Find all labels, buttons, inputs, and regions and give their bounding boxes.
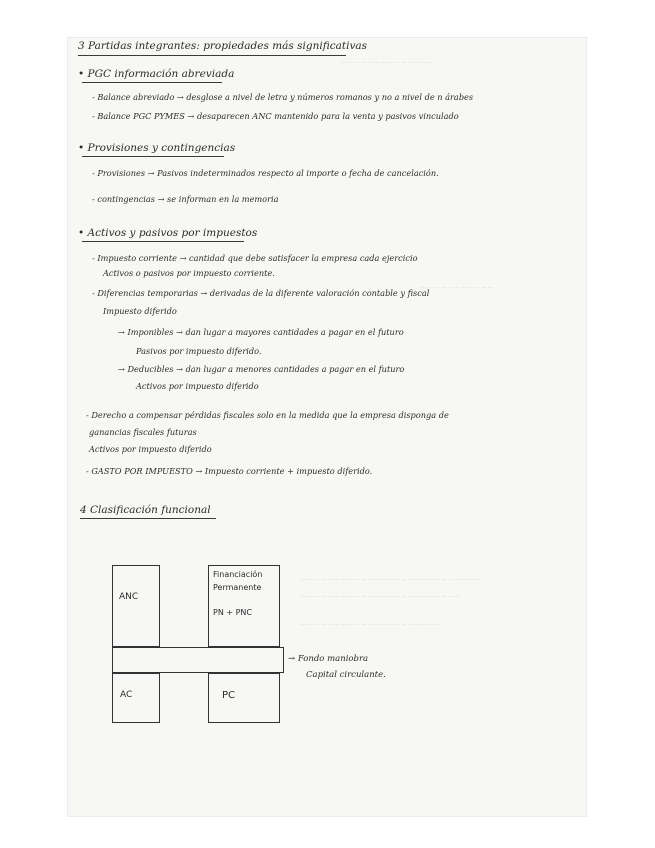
financiacion-line-1: Financiación <box>213 570 263 579</box>
activos-line-2b: Impuesto diferido <box>103 306 177 316</box>
ac-label: AC <box>120 690 133 700</box>
pc-label: PC <box>222 690 236 701</box>
capital-circulante-label: Capital circulante. <box>306 670 386 680</box>
financiacion-line-3: PN + PNC <box>213 608 252 617</box>
bleed-through-mark: ~~~~~~~~~~~ <box>420 283 494 292</box>
activos-line-3c: Activos por impuesto diferido <box>89 444 212 454</box>
fondo-maniobra-label: → Fondo maniobra <box>288 654 369 664</box>
imponibles-note: Pasivos por impuesto diferido. <box>136 346 262 356</box>
activos-heading: • Activos y pasivos por impuestos <box>78 227 258 239</box>
bleed-through-mark: ~~~~~~~~~~~~~~ <box>340 58 434 67</box>
title-underline <box>78 55 346 56</box>
deducibles-note: Activos por impuesto diferido <box>136 381 259 391</box>
section-4-title: 4 Clasificación funcional <box>80 504 211 516</box>
heading-underline <box>82 241 244 242</box>
pgc-heading: • PGC información abreviada <box>78 68 235 80</box>
provisiones-line-1: - Provisiones → Pasivos indeterminados respecto al importe o fecha de cancelación. <box>92 168 439 178</box>
activos-line-4: - GASTO POR IMPUESTO → Impuesto corriente + impuesto diferido. <box>86 466 373 476</box>
anc-box <box>112 565 160 647</box>
activos-line-1b: Activos o pasivos por impuesto corriente. <box>103 268 275 278</box>
bleed-through-mark: ~~~~~~~~~~~~~~~~~~~~~~~~~~~ <box>300 575 481 584</box>
deducibles-line: → Deducibles → dan lugar a menores cantidades a pagar en el futuro <box>118 364 405 374</box>
pc-box <box>208 673 280 723</box>
anc-label: ANC <box>119 592 139 602</box>
imponibles-line: → Imponibles → dan lugar a mayores cantidades a pagar en el futuro <box>118 327 404 337</box>
title-underline <box>80 518 216 519</box>
section-3-title: 3 Partidas integrantes: propiedades más significativas <box>78 40 368 52</box>
heading-underline <box>82 156 224 157</box>
activos-line-2a: - Diferencias temporarias → derivadas de la diferente valoración contable y fiscal <box>92 288 430 298</box>
activos-line-3b: ganancias fiscales futuras <box>89 427 197 437</box>
activos-line-1a: - Impuesto corriente → cantidad que debe satisfacer la empresa cada ejercicio <box>92 253 418 263</box>
activos-line-3a: - Derecho a compensar pérdidas fiscales solo en la medida que la empresa disponga de <box>86 410 449 420</box>
provisiones-line-2: - contingencias → se informan en la memoria <box>92 194 279 204</box>
bleed-through-mark: ~~~~~~~~~~~~~~~~~~~~~~~~ <box>300 592 461 601</box>
pgc-line-1: - Balance abreviado → desglose a nivel de letra y números romanos y no a nivel de n árabes <box>92 92 474 102</box>
financiacion-line-2: Permanente <box>213 583 262 592</box>
heading-underline <box>82 82 222 83</box>
bleed-through-mark: ~~~~~~~~~~~~~~~~~~~~~ <box>300 620 441 629</box>
fondo-maniobra-band <box>112 647 284 673</box>
provisiones-heading: • Provisiones y contingencias <box>78 142 236 154</box>
pgc-line-2: - Balance PGC PYMES → desaparecen ANC mantenido para la venta y pasivos vinculado <box>92 111 459 121</box>
